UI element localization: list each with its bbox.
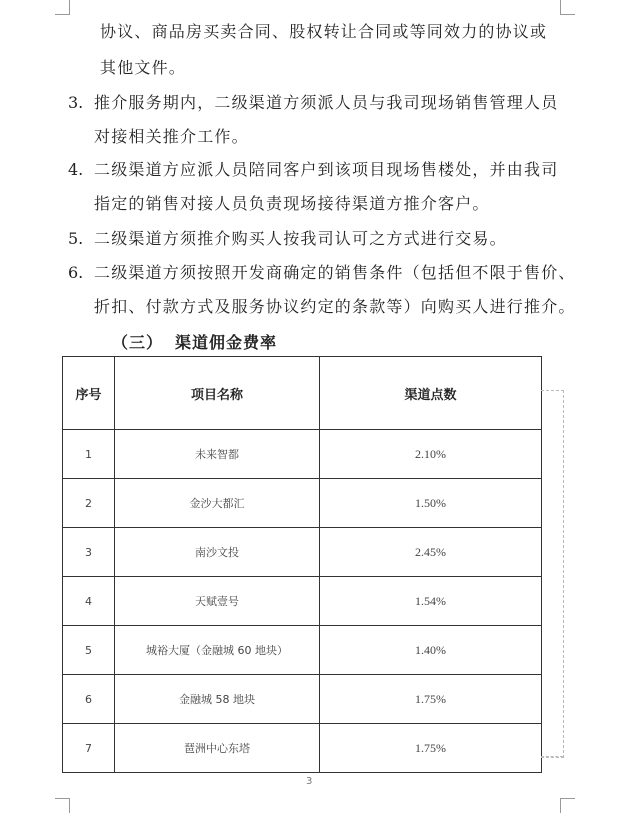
paragraph-line: 二级渠道方应派人员陪同客户到该项目现场售楼处，并由我司 [94, 160, 559, 179]
crop-mark-top-right [560, 0, 575, 15]
row-serial: 4 [63, 577, 115, 626]
table-row [63, 626, 542, 675]
table-dashed-guide [541, 390, 564, 758]
row-serial: 2 [63, 479, 115, 528]
crop-mark-top-left [55, 0, 70, 15]
row-project-name: 琶洲中心东塔 [115, 724, 320, 773]
row-rate: 1.75% [320, 724, 542, 773]
commission-rate-table [62, 356, 542, 773]
row-serial: 5 [63, 626, 115, 675]
header-channel-points: 渠道点数 [320, 357, 542, 430]
item-number: 5. [68, 229, 84, 248]
row-rate: 1.54% [320, 577, 542, 626]
header-serial: 序号 [63, 357, 115, 430]
row-project-name: 金融城 58 地块 [115, 675, 320, 724]
table-row [63, 528, 542, 577]
row-project-name: 未来智都 [115, 430, 320, 479]
paragraph-line: 其他文件。 [100, 58, 187, 77]
section-title: 渠道佣金费率 [175, 333, 278, 352]
header-project-name: 项目名称 [115, 357, 320, 430]
row-project-name: 南沙文投 [115, 528, 320, 577]
paragraph-line: 二级渠道方须推介购买人按我司认可之方式进行交易。 [94, 229, 507, 248]
row-serial: 3 [63, 528, 115, 577]
row-rate: 2.10% [320, 430, 542, 479]
section-heading [112, 330, 277, 353]
row-rate: 1.75% [320, 675, 542, 724]
table-row [63, 479, 542, 528]
paragraph-line: 折扣、付款方式及服务协议约定的条款等）向购买人进行推介。 [94, 297, 576, 316]
table-row [63, 724, 542, 773]
table-row [63, 675, 542, 724]
item-number: 3. [68, 93, 84, 112]
page-number: 3 [306, 776, 313, 787]
item-number: 6. [68, 263, 84, 282]
section-index: （三） [112, 333, 164, 352]
item-number: 4. [68, 160, 84, 179]
row-serial: 1 [63, 430, 115, 479]
row-project-name: 天赋壹号 [115, 577, 320, 626]
paragraph-line: 对接相关推介工作。 [94, 127, 249, 146]
row-serial: 7 [63, 724, 115, 773]
paragraph-line: 二级渠道方须按照开发商确定的销售条件（包括但不限于售价、 [94, 263, 576, 282]
paragraph-line: 协议、商品房买卖合同、股权转让合同或等同效力的协议或 [100, 22, 548, 41]
row-project-name: 城裕大厦（金融城 60 地块） [115, 626, 320, 675]
row-serial: 6 [63, 675, 115, 724]
crop-mark-bottom-left [55, 798, 70, 813]
table-row [63, 430, 542, 479]
table-row [63, 577, 542, 626]
crop-mark-bottom-right [560, 798, 575, 813]
paragraph-line: 推介服务期内，二级渠道方须派人员与我司现场销售管理人员 [94, 93, 559, 112]
row-rate: 2.45% [320, 528, 542, 577]
row-rate: 1.40% [320, 626, 542, 675]
table-dashed-guide-bottom [541, 756, 563, 757]
paragraph-line: 指定的销售对接人员负责现场接待渠道方推介客户。 [94, 194, 490, 213]
table-header-row [63, 357, 542, 430]
row-rate: 1.50% [320, 479, 542, 528]
row-project-name: 金沙大都汇 [115, 479, 320, 528]
